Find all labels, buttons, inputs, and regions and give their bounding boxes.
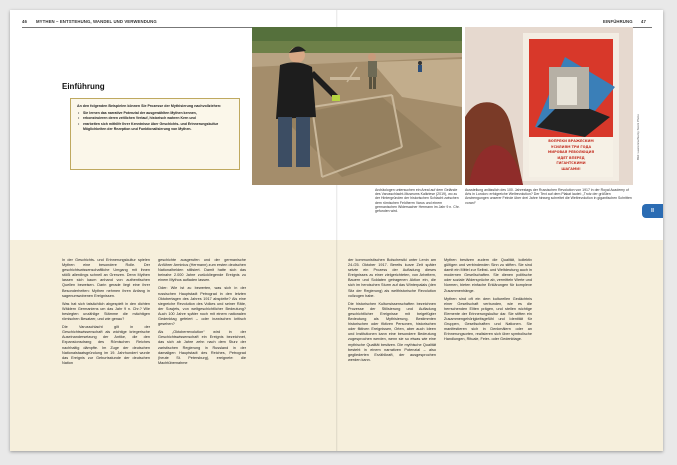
poster-text-line: УСИЛИЯМ ТРИ ГОДА (550, 144, 592, 149)
paragraph: Die historischen Kulturwissenschaften bezeichnen Prozesse der Stilisierung und Aufladung geschichtlicher Ereignisse mit beigefügter Bedeutung als Mythisierung. Bestimmten historischen oder fiktiven Personen, historischen oder fiktiven Ereignissen, Orten, aber auch Ideen und Institutionen kann eine besondere Bedeutung zugesprochen werden, wenn sie so etwas wie eine mythische Qualität besitzen. Die mythische Qualität besteht in einem narrativen Potenzial – also gegliederten Erzählkraft, der ausgesprochen werden kann. (348, 301, 436, 362)
left-header-rule (22, 27, 254, 28)
text-column-2 (158, 258, 246, 369)
magazine-spread (10, 10, 663, 451)
exhibition-photo (465, 27, 633, 185)
right-photo-caption: Ausstellung anlässlich des 100. Jahrestags der Russischen Revolution von 1917 in der Royal Academy of Arts in London: erfolgreiche Weltrevolution? Der Text auf dem Plakat lautet: „Trotz der größten Anstrengungen unserer Feinde über drei Jahre hinweg schreitet die Weltrevolution in gigantischen Schritten voran!“ (465, 188, 632, 205)
excavation-photo (252, 27, 462, 185)
poster-text-line: ГИГАНТСКИМИ (556, 161, 586, 165)
box-intro: An den folgenden Beispielen können Sie Prozesse der Mythisierung nachvollziehen: (77, 104, 222, 108)
right-photo-credit: Bild: Lawrence/Alamy Stock Photo (636, 114, 640, 160)
poster-text-line: ШАГАМИ! (561, 166, 581, 171)
paragraph: Die Varusschlacht gilt in der Geschichtswissenschaft als wichtige kriegerische Auseinandersetzung der Antike, die den Expansionsdrang des Römischen Reiches nachhaltig dämpfte. Im Zuge der deutschen Nationalstaatsgründung im 19. Jahrhundert wurde das Ereignis zur Geburtsstunde der deutschen Nation (62, 325, 150, 365)
box-list-item: • erarbeiten sich mithilfe Ihrer Kenntnisse über Geschichts- und Erinnerungskultur Möglichkeiten der Rezeption und Funktionalisierung von Mythen. (83, 122, 233, 131)
right-page-number: 47 (641, 19, 646, 24)
text-column-1 (62, 258, 150, 369)
paragraph: Als „Oktoberrevolution“ wird in der Geschichtswissenschaft ein Ereignis bezeichnet, das sich ab Jahre zehn nach dem Sturz der zaristischen Regierung in Russland in der damaligen Hauptstadt des Reiches, Petrograd (heute St. Petersburg), ereignete: die Machtübernahme (158, 330, 246, 365)
paragraph: Mythen sind oft ein dem kulturellen Gedächtnis einer Gesellschaft verbunden, wie es die herrschenden Eliten prägen, und stellen wichtige Elemente der Erinnerungskultur dar. Sie stiften ein Zusammengehörigkeitsgefühl und Identität für Gruppen, Gesellschaften und Nationen. Sie manifestieren sich in Denkmälern oder an Erinnerungsorten, realisieren sich über symbolische Handlungen, Rituale, Feier- oder Gedenktage. (444, 296, 532, 342)
left-photo-caption: Archäologen untersuchen ein Areal auf dem Gelände des Varusschlacht-Museums Kalkriese (2019), wo zu der Hintergründen der historischen Schlacht zwischen dem römischen Feldherrn Varus und einem germanischen Widersacher Hermann im Jahr 9 n. Chr. gefunden wird. (375, 188, 460, 214)
box-list-item: • rekonstruieren deren zeitlichen Verlauf, historisch wahren Kern und (83, 116, 233, 121)
text-column-3 (348, 258, 436, 366)
paragraph: Oder: Wie ist zu bewerten, was sich in der russischen Hauptstadt Petrograd in den letzten Oktobertagen des Jahres 1917 abspielte? Als eine siegreiche Revolution des Volkes und seiner Räte, der Sowjets, von weltgeschichtlicher Bedeutung? Auch 100 Jahre später noch mit einem nationalen Gedenktag gefeiert – oder inzwischen kritisch gesehen? (158, 286, 246, 327)
right-running-title: EINFÜHRUNG (603, 19, 633, 24)
section-heading: Einführung (62, 82, 105, 91)
text-column-4 (444, 258, 532, 346)
learning-goals-box (70, 98, 240, 170)
poster-text-line: ИДЕТ ВПЕРЕД (557, 155, 585, 160)
box-list (77, 111, 233, 132)
paragraph: der kommunistischen Bolschewiki unter Lenin am 24./25. Oktober 1917. Bereits kurze Zeit später setzte ein Prozess der Aufladung dieses Ereignisses zu einer zielgerichteten, von Arbeitern, Bauern und Soldaten getragenen Aktion ein, die sich im heroischen Sturm auf das Winterpalais (den Sitz der Regierung) als welthistorische Revolution vollzogen habe. (348, 258, 436, 298)
left-page-number: 46 (22, 19, 27, 24)
paragraph: Was hat sich tatsächlich abgespielt in den dichten Wäldern Germaniens um das Jahr 9 n. Chr.? Wie besiegten unzählige Stämme die mächtigen römischen Besatzer, und wie genau? (62, 301, 150, 322)
paragraph: In der Geschichts- und Erinnerungskultur spielen Mythen eine besondere Rolle. Der geschichtswissenschaftliche Umgang mit ihnen stößt allerdings schnell an Grenzen. Denn Mythen lassen sich kaum anhand von authentischen Quellen beweisen. Darin gerade liegt eine ihrer Besonderheiten: Mythen nehmen ihren Anfang in sagenumwobenen Ereignissen. (62, 258, 150, 298)
poster-text-line: МИРОВАЯ РЕВОЛЮЦИЯ (547, 150, 595, 154)
paragraph: geschichte ausgerufen und der germanische Anführer Arminius (Hermann) zum ersten deutschen Nationalhelden stilisiert. Damit hatte sich das beinahe 2.000 Jahre zurückliegende Ereignis zu einem Mythos aufladen lassen. (158, 258, 246, 283)
box-list-item: • Sie lernen das narrative Potenzial der ausgewählten Mythen kennen, (83, 111, 233, 116)
poster-text-line: ВОПРЕКИ ВРАЖЕСКИМ (548, 139, 594, 143)
left-running-title: MYTHEN – ENTSTEHUNG, WANDEL UND VERWENDUNG (36, 19, 157, 24)
chapter-side-tab[interactable]: II (642, 204, 663, 218)
paragraph: Mythen besitzen zudem die Qualität, kollektiv gültigen und verbindenden Sinn zu stiften. Sie sind damit ein Mittel zur Selbst- und Weltdeutung auch in modernen Gesellschaften. Sie dienen politische oder soziale Widersprüche ab, vermitteln Werte und Normen, bieten einfache Erklärungen für komplexe Zusammenhänge. (444, 258, 532, 293)
